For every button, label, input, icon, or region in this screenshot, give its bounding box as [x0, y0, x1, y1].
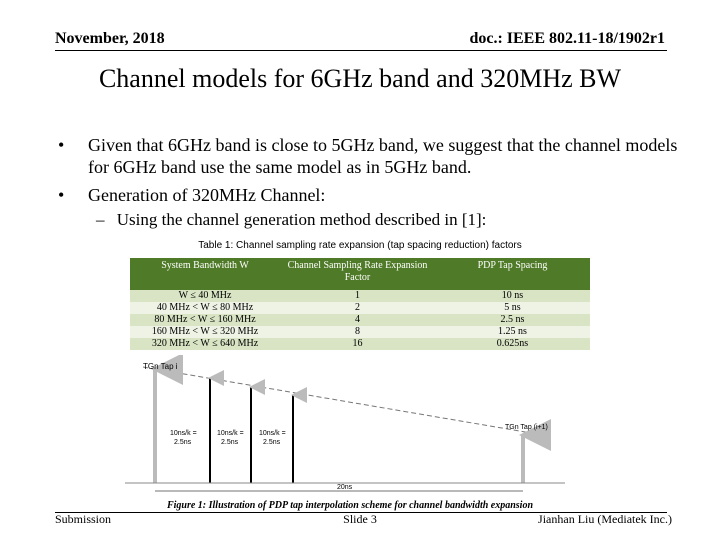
- interp-label: 2.5ns: [221, 439, 239, 446]
- table-cell: 2.5 ns: [435, 314, 590, 326]
- table-cell: 0.625ns: [435, 338, 590, 350]
- sub-bullet-text: Using the channel generation method described in [1]:: [116, 210, 487, 229]
- table-cell: 320 MHz < W ≤ 640 MHz: [130, 338, 280, 350]
- span-label: 20ns: [337, 484, 353, 491]
- sampling-rate-table: [130, 258, 590, 350]
- table-cell: 4: [280, 314, 435, 326]
- header-divider: [55, 50, 667, 51]
- slide-title: Channel models for 6GHz band and 320MHz BW: [98, 64, 622, 93]
- header-doc-id: doc.: IEEE 802.11-18/1902r1: [469, 30, 665, 47]
- header-date: November, 2018: [55, 30, 165, 47]
- tap-start-label: TGn Tap i: [143, 362, 178, 371]
- table-cell: 16: [280, 338, 435, 350]
- bullet-marker: •: [58, 135, 65, 155]
- table-cell: 1: [280, 290, 435, 302]
- table-cell: W ≤ 40 MHz: [130, 290, 280, 302]
- table-header-cell: PDP Tap Spacing: [435, 258, 590, 290]
- interp-label: 2.5ns: [263, 439, 281, 446]
- sub-bullet-item: [96, 210, 486, 230]
- table-cell: 160 MHz < W ≤ 320 MHz: [130, 326, 280, 338]
- interp-label: 10ns/k =: [170, 430, 197, 437]
- table-cell: 5 ns: [435, 302, 590, 314]
- table-header-cell: Channel Sampling Rate Expansion Factor: [280, 258, 435, 290]
- table-row: [130, 326, 590, 338]
- table-row: [130, 290, 590, 302]
- interp-label: 10ns/k =: [259, 430, 286, 437]
- tap-end-label: TGn Tap (i+1): [505, 424, 548, 431]
- tap-interpolation-figure: [125, 355, 565, 515]
- table-row: [130, 302, 590, 314]
- bullet-text: Given that 6GHz band is close to 5GHz band, we suggest that the channel models for 6GHz band use the same model as in 5GHz band.: [88, 135, 678, 177]
- table-header-cell: System Bandwidth W: [130, 258, 280, 290]
- bullet-marker: •: [58, 185, 65, 205]
- table-row: [130, 338, 590, 350]
- footer-submission: Submission: [55, 512, 112, 526]
- table-header-row: [130, 258, 590, 290]
- table-cell: 40 MHz < W ≤ 80 MHz: [130, 302, 280, 314]
- table-cell: 1.25 ns: [435, 326, 590, 338]
- interp-label: 10ns/k =: [217, 430, 244, 437]
- figure-caption: Figure 1: Illustration of PDP tap interpolation scheme for channel bandwidth expansion: [166, 500, 534, 511]
- table-cell: 2: [280, 302, 435, 314]
- footer-author: Jianhan Liu (Mediatek Inc.): [538, 512, 672, 526]
- table-cell: 80 MHz < W ≤ 160 MHz: [130, 314, 280, 326]
- footer-slide-number: Slide 3: [343, 512, 377, 526]
- table-row: [130, 314, 590, 326]
- table-caption: Table 1: Channel sampling rate expansion (tap spacing reduction) factors: [198, 240, 522, 251]
- table-cell: 10 ns: [435, 290, 590, 302]
- interp-label: 2.5ns: [174, 439, 192, 446]
- sub-bullet-marker: –: [96, 210, 105, 229]
- table-cell: 8: [280, 326, 435, 338]
- bullet-text: Generation of 320MHz Channel:: [88, 185, 326, 205]
